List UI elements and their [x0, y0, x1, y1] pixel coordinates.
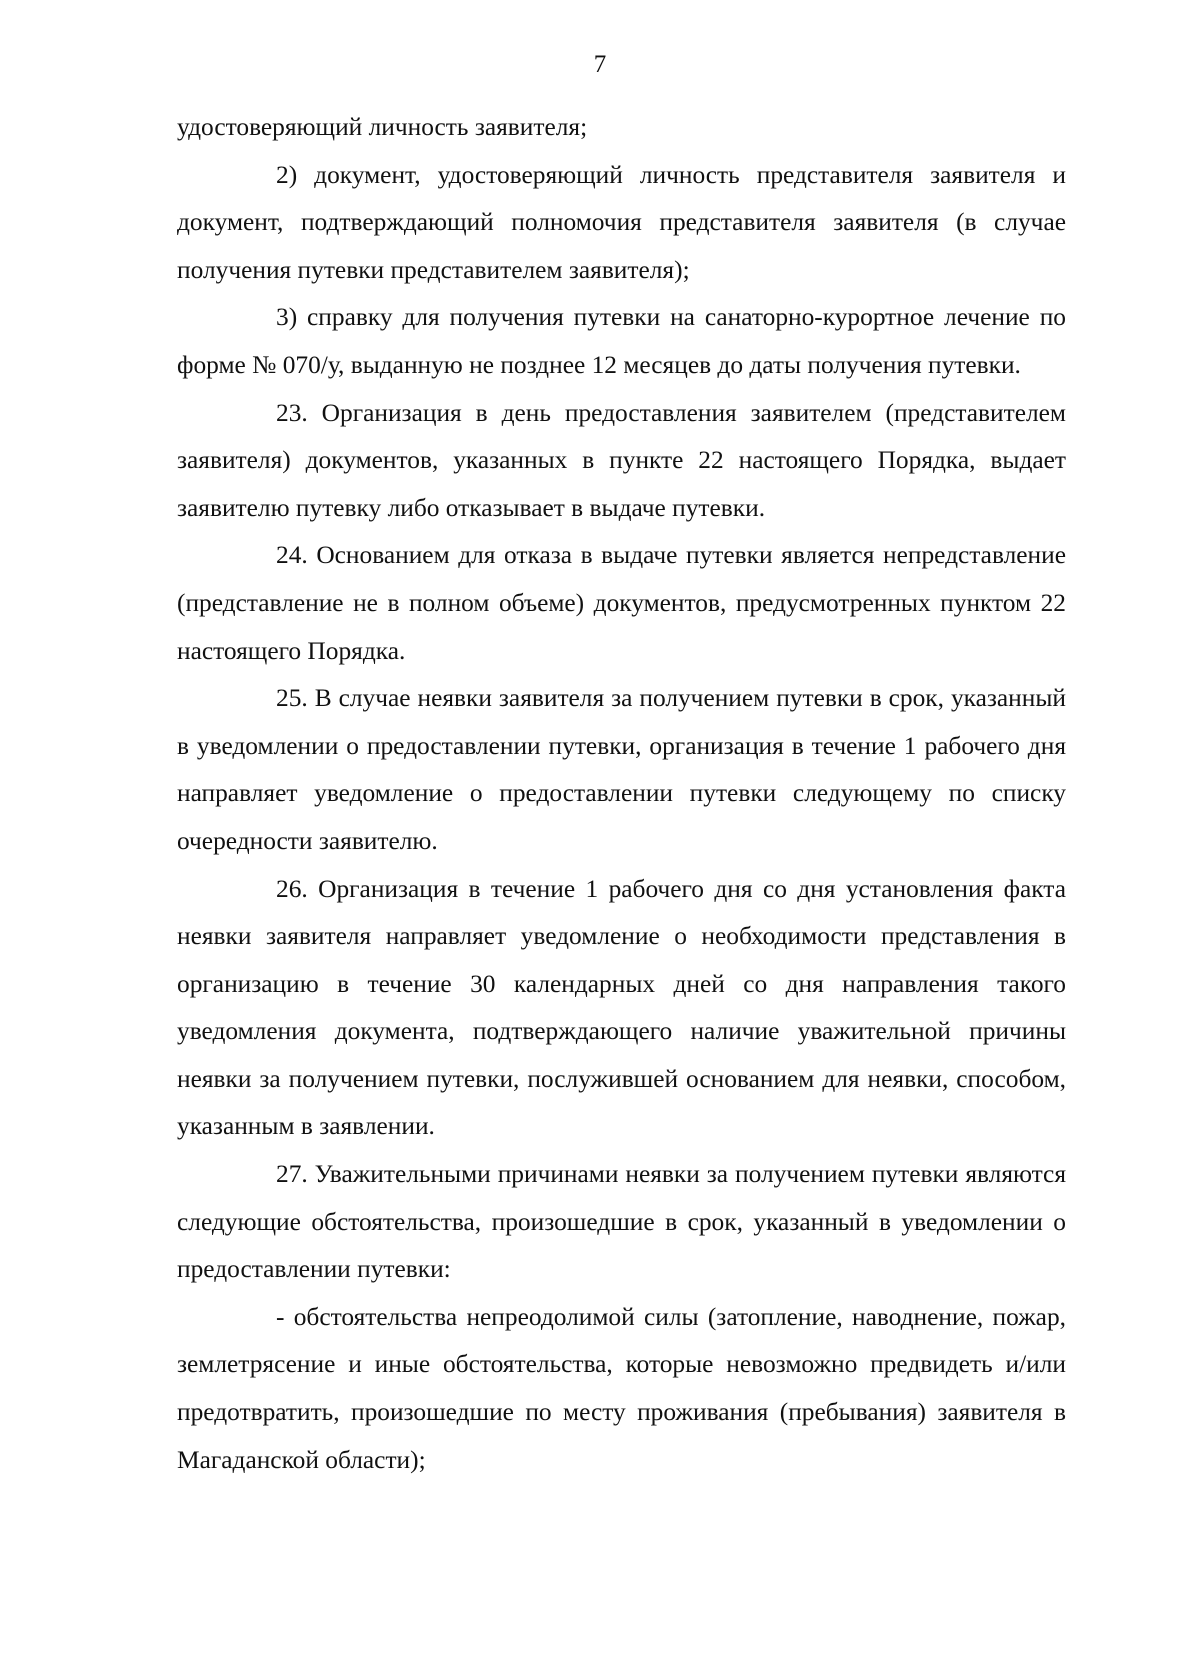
paragraph-item-3: 3) справку для получения путевки на санаторно-курортное лечение по форме № 070/у, выданную не позднее 12 месяцев до даты получения путевки. [177, 303, 1066, 379]
paragraph-26: 26. Организация в течение 1 рабочего дня со дня установления факта неявки заявителя направляет уведомление о необходимости представления в организацию в течение 30 календарных дней со дня направления такого уведомления документа, подтверждающего наличие уважительной причины неявки за получением путевки, послужившей основанием для неявки, способом, указанным в заявлении. [177, 874, 1066, 1141]
paragraph-24: 24. Основанием для отказа в выдаче путевки является непредставление (представление не в полном объеме) документов, предусмотренных пунктом 22 настоящего Порядка. [177, 541, 1066, 665]
paragraph-25: 25. В случае неявки заявителя за получением путевки в срок, указанный в уведомлении о предоставлении путевки, организация в течение 1 рабочего дня направляет уведомление о предоставлении путевки следующему по списку очередности заявителю. [177, 684, 1066, 855]
page-number: 7 [593, 51, 607, 78]
paragraph-force-majeure: - обстоятельства непреодолимой силы (затопление, наводнение, пожар, землетрясение и иные обстоятельства, которые невозможно предвидеть и/или предотвратить, произошедшие по месту проживания (пребывания) заявителя в Магаданской области); [177, 1302, 1066, 1474]
paragraph-27: 27. Уважительными причинами неявки за получением путевки являются следующие обстоятельства, произошедшие в срок, указанный в уведомлении о предоставлении путевки: [177, 1160, 1066, 1284]
document-body [177, 104, 1066, 1484]
paragraph-item-2: 2) документ, удостоверяющий личность представителя заявителя и документ, подтверждающий полномочия представителя заявителя (в случае получения путевки представителем заявителя); [177, 160, 1066, 284]
paragraph-continuation: удостоверяющий личность заявителя; [177, 113, 588, 141]
paragraph-23: 23. Организация в день предоставления заявителем (представителем заявителя) документов, указанных в пункте 22 настоящего Порядка, выдает заявителю путевку либо отказывает в выдаче путевки. [177, 398, 1066, 522]
